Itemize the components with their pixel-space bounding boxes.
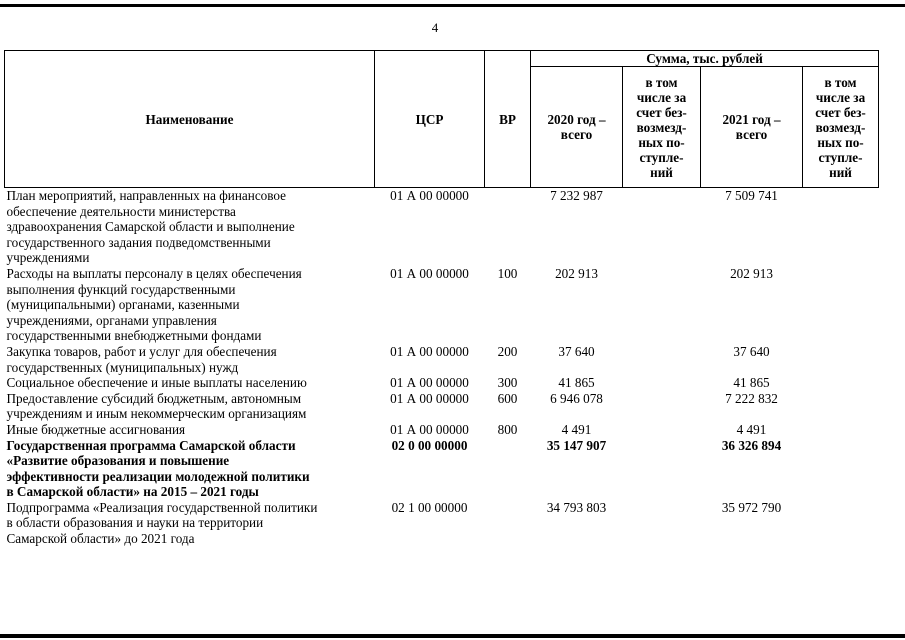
row-name: Государственная программа Самарской области «Развитие образования и повышение эффективности реализации молодежной политики в Самарской области» на 2015 – 2021 годы (6, 437, 310, 500)
row-csr: 01 А 00 00000 (390, 375, 469, 391)
top-rule (0, 4, 905, 7)
bottom-rule (0, 634, 905, 638)
table-row (5, 422, 879, 438)
row-csr: 02 0 00 00000 (391, 437, 468, 453)
row-name: Расходы на выплаты персоналу в целях обеспечения выполнения функций государственными (муниципальными) органами, казенными учреждениями, органами управления государственными внебюджетными фондами (6, 265, 302, 344)
row-vr (485, 438, 531, 500)
row-name: Иные бюджетные ассигнования (6, 421, 186, 437)
col-header-name: Наименование (5, 51, 375, 188)
table-row (5, 438, 879, 500)
row-2021-incl (803, 266, 879, 344)
row-2020-total: 202 913 (555, 265, 598, 281)
row-2020-total: 7 232 987 (550, 188, 603, 203)
row-name: Закупка товаров, работ и услуг для обеспечения государственных (муниципальных) нужд (6, 343, 277, 375)
budget-table (4, 50, 879, 547)
col-header-2020-incl: в том числе за счет без- возмезд- ных по- ступле- ний (623, 67, 701, 188)
row-2020-incl (623, 266, 701, 344)
row-vr: 300 (497, 375, 518, 391)
row-2021-total: 37 640 (733, 343, 770, 359)
table-row (5, 391, 879, 422)
row-2020-total: 34 793 803 (546, 499, 607, 515)
row-csr: 01 А 00 00000 (390, 188, 469, 203)
row-2021-incl (803, 188, 879, 266)
row-2020-total: 41 865 (558, 375, 595, 391)
col-header-csr: ЦСР (375, 51, 485, 188)
row-2020-incl (623, 188, 701, 266)
row-csr: 01 А 00 00000 (390, 390, 469, 406)
row-2021-total: 41 865 (733, 375, 770, 391)
row-2020-incl (623, 375, 701, 391)
row-2021-incl (803, 391, 879, 422)
row-2020-incl (623, 344, 701, 375)
row-name: Социальное обеспечение и иные выплаты населению (6, 375, 307, 391)
row-csr: 01 А 00 00000 (390, 265, 469, 281)
row-2021-incl (803, 422, 879, 438)
row-2021-total: 7 509 741 (725, 188, 778, 203)
row-2020-total: 6 946 078 (550, 390, 603, 406)
row-2021-total: 4 491 (736, 421, 767, 437)
row-2020-incl (623, 422, 701, 438)
row-2020-incl (623, 438, 701, 500)
col-header-2021-incl: в том числе за счет без- возмезд- ных по- ступле- ний (803, 67, 879, 188)
row-2021-total: 35 972 790 (721, 499, 782, 515)
row-2021-incl (803, 344, 879, 375)
table-row (5, 266, 879, 344)
row-2020-incl (623, 500, 701, 547)
row-2020-incl (623, 391, 701, 422)
row-2021-total: 202 913 (730, 265, 773, 281)
row-2020-total: 35 147 907 (546, 437, 607, 453)
row-name: Подпрограмма «Реализация государственной политики в области образования и науки на территории Самарской области» до 2021 года (6, 499, 318, 547)
row-2021-incl (803, 500, 879, 547)
row-2021-total: 36 326 894 (721, 437, 782, 453)
row-vr: 200 (497, 343, 518, 359)
col-header-vr: ВР (485, 51, 531, 188)
row-2021-total: 7 222 832 (725, 390, 778, 406)
row-csr: 01 А 00 00000 (390, 343, 469, 359)
col-header-2021-total: 2021 год – всего (701, 67, 803, 188)
col-header-sum: Сумма, тыс. рублей (531, 51, 879, 67)
table-row (5, 375, 879, 391)
table-row (5, 344, 879, 375)
row-vr: 800 (497, 421, 518, 437)
row-name: План мероприятий, направленных на финансовое обеспечение деятельности министерства здравоохранения Самарской области и выполнение государственного задания подведомственными учреждениями (6, 188, 295, 266)
page-number: 4 (431, 20, 439, 35)
row-2020-total: 4 491 (561, 421, 592, 437)
table-row (5, 188, 879, 266)
row-2021-incl (803, 375, 879, 391)
row-vr (485, 188, 531, 266)
col-header-2020-total: 2020 год – всего (531, 67, 623, 188)
row-vr: 600 (497, 390, 518, 406)
row-vr (485, 500, 531, 547)
row-csr: 01 А 00 00000 (390, 421, 469, 437)
table-row (5, 500, 879, 547)
row-csr: 02 1 00 00000 (391, 499, 468, 515)
row-vr: 100 (497, 265, 518, 281)
row-name: Предоставление субсидий бюджетным, автономным учреждениям и иным некоммерческим организациям (6, 390, 307, 422)
row-2021-incl (803, 438, 879, 500)
row-2020-total: 37 640 (558, 343, 595, 359)
